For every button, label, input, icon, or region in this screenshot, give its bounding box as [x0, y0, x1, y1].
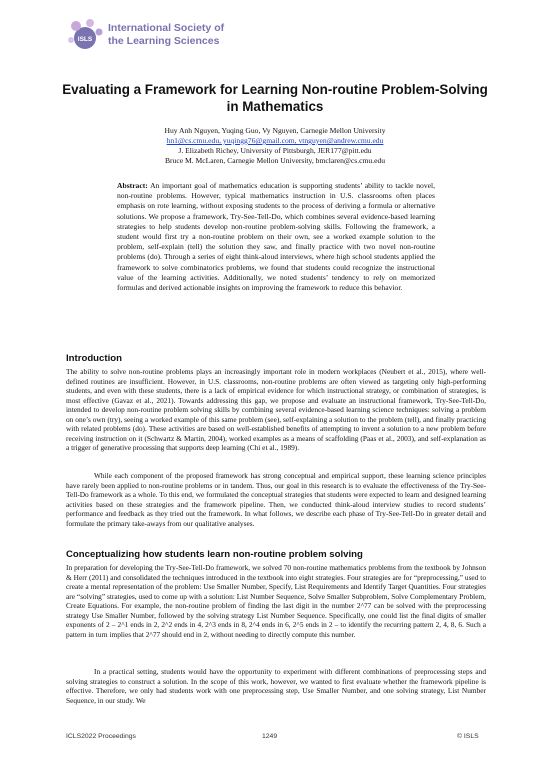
author-block [60, 126, 490, 166]
title-line-2: in Mathematics [226, 98, 324, 114]
abstract-text: An important goal of mathematics education is supporting students’ ability to tackle novel, non-routine problems. However, typical mathematics instruction in U.S. classrooms often places emphasis on rote learning, without exposing students to the process of deriving a formula or alternative solutions. We propose a framework, Try-See-Tell-Do, which combines several evidence-based learning strategies to help students develop non-routine problem-solving skills. Following the framework, a student would first try a non-routine problem on their own, see a worked example solution to the problem, self-explain (tell) the solution they saw, and finally practice with two novel non-routine problems (do). Through a series of eight think-aloud interviews, where high school students applied the framework to solve combinatorics problems, we found that students could recognize the instructional value of the learning activities. Additionally, we noted students’ tendency to rely on memorized formulas and derived actionable insights on improving the framework to reduce this behavior. [117, 181, 435, 293]
intro-heading: Introduction [66, 353, 122, 364]
title-line-1: Evaluating a Framework for Learning Non-routine Problem-Solving [62, 82, 488, 97]
isls-logo [66, 16, 256, 60]
intro-paragraph-2: While each component of the proposed framework has strong conceptual and empirical support, these learning science principles have rarely been applied to non-routine problems or in tandem. Thus, our goal in this research is to evaluate the effectiveness of the Try-See-Tell-Do framework as a whole. To this end, we formulated the conceptual strategies that students were expected to learn and designed learning activities based on these strategies and the framework pipeline. Then, we conducted think-aloud interview studies to record students’ performance and feedback as they tried out the framework. In what follows, we describe each phase of Try-See-Tell-Do in greater detail and formulate the primary take-aways from our qualitative analyses. [66, 471, 486, 528]
authors-line-3: Bruce M. McLaren, Carnegie Mellon University, bmclaren@cs.cmu.edu [164, 156, 386, 165]
logo-line-2: the Learning Sciences [108, 34, 220, 47]
concept-paragraph-2: In a practical setting, students would have the opportunity to experiment with different combinations of preprocessing steps and solving strategies to construct a solution. In the scope of this work, however, we wanted to first evaluate whether the framework pipeline is effective. Therefore, we only had students work with one preprocessing step, Use Smaller Number, and one solving strategy, List Number Sequence, in our study. We [66, 667, 486, 705]
concept-heading: Conceptualizing how students learn non-routine problem solving [66, 549, 363, 560]
footer-copyright: © ISLS [457, 733, 479, 740]
logo-wordmark [108, 22, 224, 47]
authors-line-2: J. Elizabeth Richey, University of Pittsburgh, JER177@pitt.edu [178, 146, 372, 155]
isls-logo-mark-icon [66, 16, 106, 56]
abstract-label: Abstract: [117, 181, 148, 190]
intro-paragraph-1: The ability to solve non-routine problems plays an increasingly important role in modern workplaces (Neubert et al., 2015), where well-defined routines are insufficient. However, in U.S. classrooms, non-routine problems are often viewed as targeting only high-performing students, and even with these students, there is a lack of empirical evidence for which instructional strategy, or combination of strategies, is most effective (Gavaz et al., 2021). Towards addressing this gap, we propose and evaluate an instructional framework, Try-See-Tell-Do, intended to develop non-routine problem solving skills by combining several evidence-based learning science techniques: solving a problem on one’s own (try), seeing a worked example of this same problem (see), self-explaining a solution to the problem (tell), and finally practicing with related problems (do). These activities are based on well-established benefits of attempting to invent a solution to a new problem before receiving instruction on it (Schwartz & Martin, 2004), worked examples as a means of scaffolding (Paas et al., 2003), and self-explanation as a trigger of generative processing that supports deep learning (Chi et al., 1989). [66, 367, 486, 453]
logo-mark-text: ISLS [77, 36, 93, 43]
footer-page-number: 1249 [262, 733, 278, 740]
concept-paragraph-1: In preparation for developing the Try-See-Tell-Do framework, we solved 70 non-routine mathematics problems from the textbook by Johnson & Herr (2011) and consolidated the techniques introduced in the textbook into eight strategies. Four strategies are for “preprocessing,” used to create a mental representation of the problem: Use Smaller Number, Specify, List Requirements and Identify Target Quantities. Four strategies are “solving” strategies, used to come up with a solution: List Number Sequence, Solve Smaller Subproblem, Solve Complementary Problem, Create Equations. For example, the non-routine problem of finding the last digit in the number 2^77 can be solved with the preprocessing strategy Use Smaller Number, followed by the solving strategy List Number Sequence. Specifically, one could list the final digits of smaller exponents of 2 – 2^1 ends in 2, 2^2 ends in 4, 2^3 ends in 8, 2^4 ends in 6, 2^5 ends in 2 – to identify the recurring pattern 2, 4, 8, 6. Such a pattern in turn implies that 2^77 should end in 2, without needing to directly compute this number. [66, 563, 486, 639]
footer-proceedings: ICLS2022 Proceedings [66, 733, 136, 740]
authors-line-1: Huy Anh Nguyen, Yuqing Guo, Vy Nguyen, Carnegie Mellon University [164, 126, 386, 135]
logo-line-1: International Society of [108, 22, 225, 34]
abstract [117, 181, 435, 293]
author-emails-link[interactable]: hn1@cs.cmu.edu, yuqingg76@gmail.com, vtnguyen@andrew.cmu.edu [166, 136, 384, 145]
paper-title [40, 82, 510, 115]
